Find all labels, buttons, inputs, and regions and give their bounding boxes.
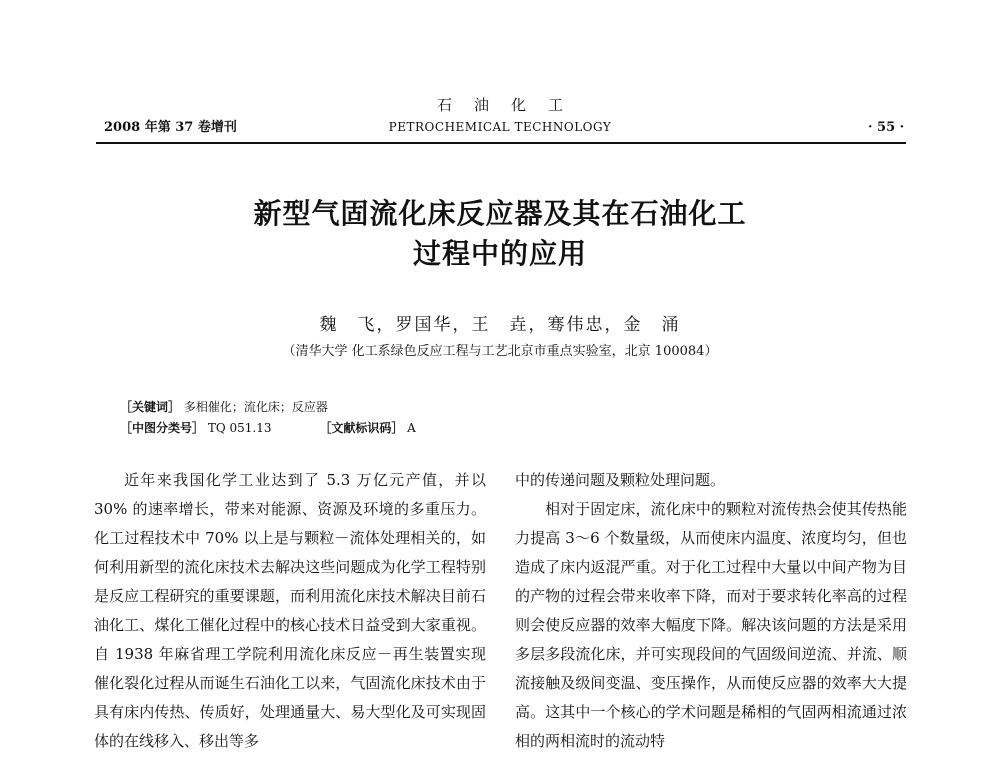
journal-name-en: PETROCHEMICAL TECHNOLOGY bbox=[388, 120, 612, 134]
author-list: 魏 飞，罗国华，王 垚，骞伟忠，金 涌 bbox=[319, 315, 681, 335]
classification-line bbox=[120, 421, 416, 435]
title-line-2: 过程中的应用 bbox=[412, 237, 587, 270]
journal-name-cn: 石油化工 bbox=[436, 96, 585, 114]
paragraph: 相对于固定床，流化床中的颗粒对流传热会使其传热能力提高 3～6 个数量级，从而使床内温度、浓度均匀，但也造成了床内返混严重。对于化工过程中大量以中间产物为目的产物的过程会带来收率下降，而对于要求转化率高的过程则会使反应器的效率大幅度下降。解决该问题的方法是采用多层多段流化床，并可实现段间的气固级间逆流、并流、顺流接触及级间变温、变压操作，从而使反应器的效率大大提高。这其中一个核心的学术问题是稀相的气固两相流通过浓相的两相流时的流动特 bbox=[515, 500, 907, 750]
paragraph: 中的传递问题及颗粒处理问题。 bbox=[515, 471, 726, 489]
header-rule bbox=[96, 142, 906, 144]
keywords-line bbox=[120, 400, 328, 414]
author-affiliation: （清华大学 化工系绿色反应工程与工艺北京市重点实验室，北京 100084） bbox=[282, 344, 718, 359]
class-label: ［中图分类号］ bbox=[120, 421, 205, 435]
article-title bbox=[0, 194, 1000, 274]
class-code: TQ 051.13 bbox=[207, 421, 272, 435]
keywords-label: ［关键词］ bbox=[120, 400, 181, 414]
title-line-1: 新型气固流化床反应器及其在石油化工 bbox=[253, 197, 747, 230]
keywords-value: 多相催化；流化床；反应器 bbox=[183, 400, 328, 414]
docid-value: A bbox=[407, 421, 416, 435]
body-column-right bbox=[515, 466, 907, 756]
body-column-left bbox=[94, 466, 486, 756]
issue-info: 2008 年第 37 卷增刊 bbox=[104, 120, 237, 135]
docid-label: ［文献标识码］ bbox=[319, 421, 404, 435]
paragraph: 近年来我国化学工业达到了 5.3 万亿元产值，并以 30% 的速率增长，带来对能源、资源及环境的多重压力。化工过程技术中 70% 以上是与颗粒－流体处理相关的，如何利用新型的流化床技术去解决这些问题成为化学工程特别是反应工程研究的重要课题，而利用流化床技术解决目前石油化工、煤化工催化过程中的核心技术日益受到大家重视。自 1938 年麻省理工学院利用流化床反应－再生装置实现催化裂化过程从而诞生石油化工以来，气固流化床技术由于具有床内传热、传质好，处理通量大、易大型化及可实现固体的在线移入、移出等多 bbox=[94, 471, 486, 750]
page-number: · 55 · bbox=[868, 120, 905, 135]
